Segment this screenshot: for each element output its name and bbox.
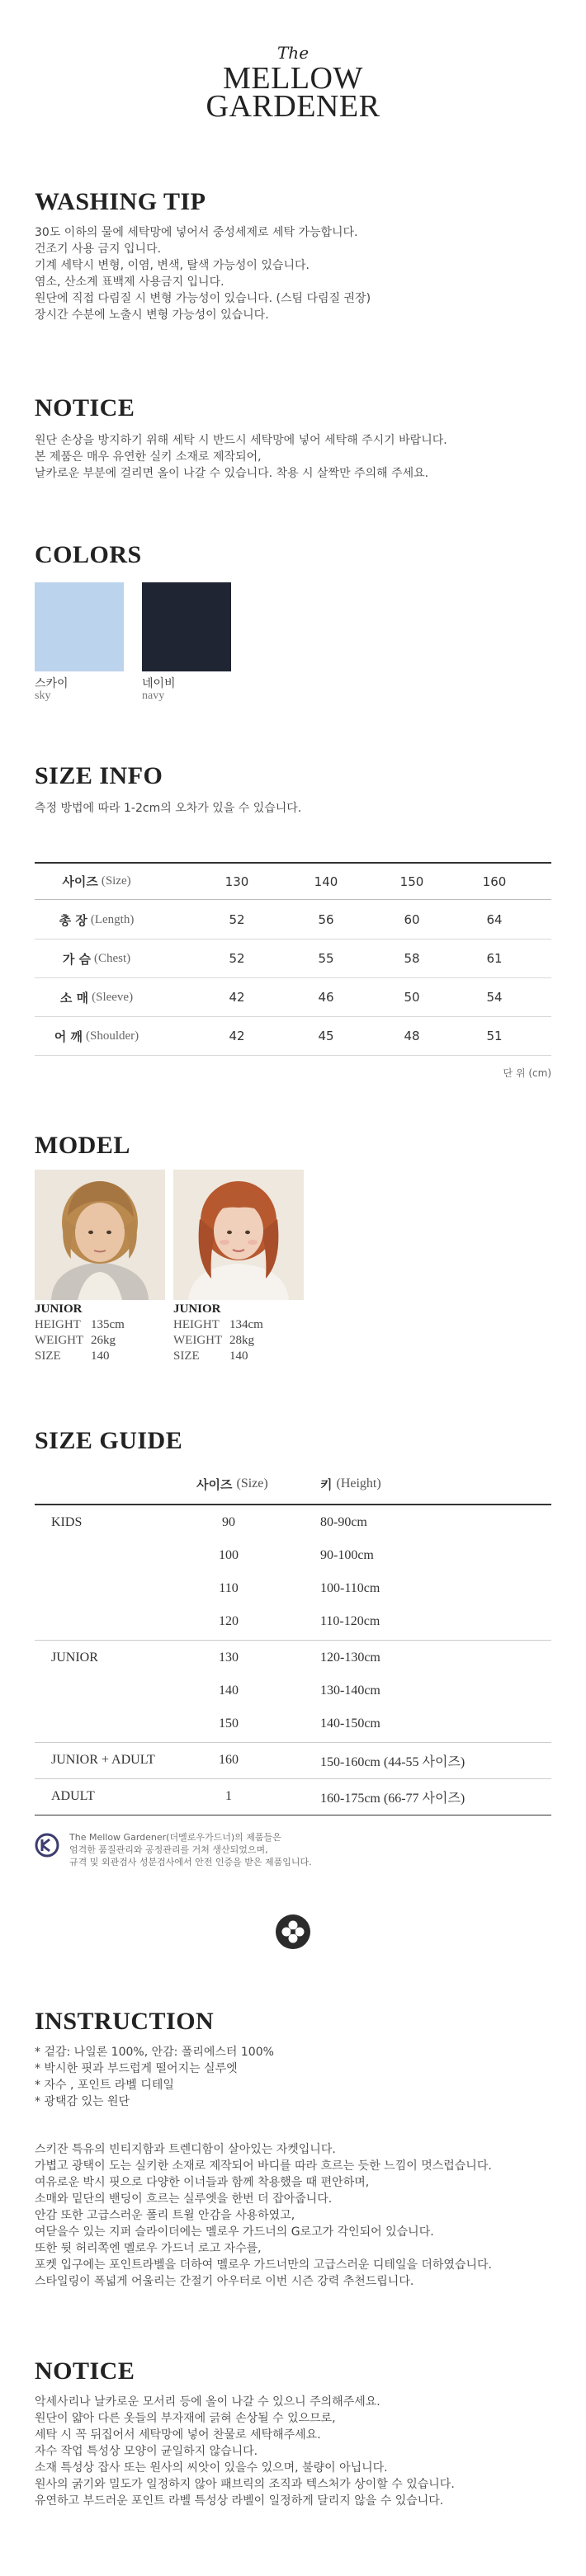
model-photo-1	[35, 1170, 165, 1300]
unit-note: 단 위 (cm)	[503, 1067, 551, 1079]
table-cell: 61	[486, 951, 503, 966]
size-info-title: SIZE INFO	[35, 762, 163, 789]
washing-text	[35, 224, 371, 323]
model-height: 135cm	[91, 1318, 125, 1331]
notice2-text: 악세사리나 날카로운 모서리 등에 올이 나갈 수 있으니 주의해주세요. 원단이 얇아 다른 옷들의 부자재에 긁혀 손상될 수 있으므로, 세탁 시 꼭 뒤집어서 세탁망에 넣어 찬물로 세탁해주세요. 자수 작업 특성상 모양이 균일하지 않습니다. 소재 특성상 잡사 또는 원사의 씨앗이 있을수 있으며, 불량이 아닙니다. 원사의 굵기와 밀도가 일정하지 않아 패브릭의 조직과 텍스처가 상이할 수 있습니다. 유연하고 부드러운 포인트 라벨 특성상 라벨이 일정하게 달리지 않을 수 있습니다.	[35, 2395, 455, 2508]
washing-line: 30도 이하의 물에 세탁망에 넣어서 중성세제로 세탁 가능합니다.	[35, 226, 358, 239]
color-swatch-navy	[142, 582, 231, 671]
table-row: ADULT 1 160-175cm (66-77 사이즈)	[51, 1789, 465, 1806]
table-cell: 52	[229, 912, 245, 927]
table-cell: 58	[404, 951, 420, 966]
model-weight: 26kg	[91, 1334, 116, 1347]
size-col-160: 160	[482, 874, 507, 889]
brand-the: The	[276, 43, 310, 63]
model-title: MODEL	[35, 1132, 130, 1159]
size-col-150: 150	[399, 874, 424, 889]
table-row: 120 110-120cm	[219, 1614, 380, 1628]
size-guide-header: 사이즈 (Size) 키 (Height)	[196, 1476, 381, 1492]
size-info-header-label: 사이즈 (Size)	[62, 874, 131, 889]
table-cell: 52	[229, 951, 245, 966]
size-col-130: 130	[224, 874, 249, 889]
instruction-title: INSTRUCTION	[35, 2008, 215, 2035]
washing-line: 기계 세탁시 변형, 이염, 변색, 탈색 가능성이 있습니다.	[35, 259, 310, 272]
instruction-bullets	[35, 2044, 274, 2110]
brand-line2: GARDENER	[206, 89, 380, 124]
colors-title: COLORS	[35, 541, 142, 568]
notice-line: 날카로운 부분에 걸리면 올이 나갈 수 있습니다. 착용 시 살짝만 주의해 주세요.	[35, 467, 429, 480]
table-row: JUNIOR 130 120-130cm	[51, 1651, 380, 1665]
table-cell: 48	[404, 1029, 420, 1043]
table-cell: 50	[404, 990, 420, 1005]
table-cell: 64	[486, 912, 503, 927]
instruction-text: 스키잔 특유의 빈티지함과 트렌디함이 살아있는 자켓입니다. 가볍고 광택이 도는 실키한 소재로 제작되어 바디를 따라 흐르는 듯한 느낌이 멋스럽습니다. 여유로운 박시 핏으로 다양한 이너들과 함께 착용했을 때 편안하며, 소매와 밑단의 밴딩이 흐르는 실루엣을 한번 더 잡아줍니다. 안감 또한 고급스러운 폴리 트윌 안감을 사용하였고, 여닫을수 있는 지퍼 슬라이더에는 멜로우 가드너의 G로고가 각인되어 있습니다. 또한 뒷 허리쪽엔 멜로우 가드너 로고 자수를, 포켓 입구에는 포인트라벨을 더하여 멜로우 가드너만의 고급스러운 디테일을 더하였습니다. 스타일링이 폭넓게 어울리는 간절기 아우터로 이번 시즌 강력 추천드립니다.	[35, 2143, 492, 2288]
size-info-header-row	[35, 862, 551, 900]
size-info-row-length: 총 장 (Length) 52 56 60 64	[35, 901, 551, 940]
table-cell: 42	[229, 990, 245, 1005]
brand-line1: MELLOW	[223, 61, 363, 96]
table-cell: 45	[318, 1029, 334, 1043]
clover-icon	[275, 1914, 311, 1953]
model-info-1: JUNIOR HEIGHT 135cm WEIGHT 26kg SIZE 140	[35, 1302, 125, 1363]
model-size: 140	[91, 1349, 110, 1363]
model-size: 140	[229, 1349, 248, 1363]
color-swatch-sky	[35, 582, 124, 671]
size-info-row-shoulder: 어 깨 (Shoulder) 42 45 48 51	[35, 1017, 551, 1056]
table-cell: 54	[486, 990, 503, 1005]
size-guide-title: SIZE GUIDE	[35, 1427, 183, 1454]
table-row: 100 90-100cm	[219, 1548, 374, 1562]
color-label-navy: 네이비	[142, 677, 176, 690]
notice2-title: NOTICE	[35, 2357, 135, 2385]
color-sub-sky: sky	[35, 690, 51, 702]
model-photo-2	[173, 1170, 304, 1300]
model-weight: 28kg	[229, 1334, 254, 1347]
kc-mark-icon	[35, 1833, 59, 1861]
size-info-note: 측정 방법에 따라 1-2cm의 오차가 있을 수 있습니다.	[35, 802, 302, 815]
table-cell: 46	[318, 990, 334, 1005]
kc-mark-icon	[35, 1833, 59, 1861]
model-height: 134cm	[229, 1318, 263, 1331]
washing-title: WASHING TIP	[35, 188, 206, 215]
notice-title: NOTICE	[35, 394, 135, 421]
list-item: * 겉감: 나일론 100%, 안감: 폴리에스터 100%	[35, 2046, 274, 2059]
table-cell: 42	[229, 1029, 245, 1043]
model-info-2: JUNIOR HEIGHT 134cm WEIGHT 28kg SIZE 140	[173, 1302, 263, 1363]
table-cell: 60	[404, 912, 420, 927]
table-cell: 51	[486, 1029, 503, 1043]
notice-line: 원단 손상을 방지하기 위해 세탁 시 반드시 세탁망에 넣어 세탁해 주시기 바랍니다.	[35, 434, 447, 447]
washing-line: 원단에 직접 다림질 시 변형 가능성이 있습니다. (스팀 다림질 권장)	[35, 292, 371, 305]
model-type: JUNIOR	[35, 1302, 83, 1316]
table-row: 150 140-150cm	[219, 1717, 380, 1731]
table-cell: 55	[318, 951, 334, 966]
model-type: JUNIOR	[173, 1302, 221, 1316]
color-label-sky: 스카이	[35, 677, 69, 690]
table-row: 110 100-110cm	[219, 1581, 380, 1595]
list-item: * 자수 , 포인트 라벨 디테일	[35, 2079, 174, 2092]
notice-text	[35, 432, 447, 482]
size-info-row-sleeve: 소 매 (Sleeve) 42 46 50 54	[35, 978, 551, 1017]
color-sub-navy: navy	[142, 690, 165, 702]
notice-line: 본 제품은 매우 유연한 실키 소재로 제작되어,	[35, 450, 262, 464]
table-row: JUNIOR + ADULT 160 150-160cm (44-55 사이즈)	[51, 1753, 465, 1769]
washing-line: 건조기 사용 금지 입니다.	[35, 243, 162, 256]
list-item: * 광택감 있는 원단	[35, 2095, 130, 2108]
size-col-140: 140	[314, 874, 338, 889]
washing-line: 염소, 산소계 표백제 사용금지 입니다.	[35, 275, 224, 289]
table-row: 140 130-140cm	[219, 1684, 380, 1698]
washing-line: 장시간 수분에 노출시 변형 가능성이 있습니다.	[35, 308, 269, 322]
table-row: KIDS 90 80-90cm	[51, 1515, 367, 1529]
list-item: * 박시한 핏과 부드럽게 떨어지는 실루엣	[35, 2062, 238, 2075]
kc-text: The Mellow Gardener(더멜로우가드너)의 제품들은 엄격한 품질관리와 공정관리를 거쳐 생산되었으며, 규격 및 외관검사 성분검사에서 안전 인증을 받은 제품입니다.	[69, 1832, 312, 1867]
table-cell: 56	[318, 912, 334, 927]
size-info-row-chest: 가 슴 (Chest) 52 55 58 61	[35, 940, 551, 978]
